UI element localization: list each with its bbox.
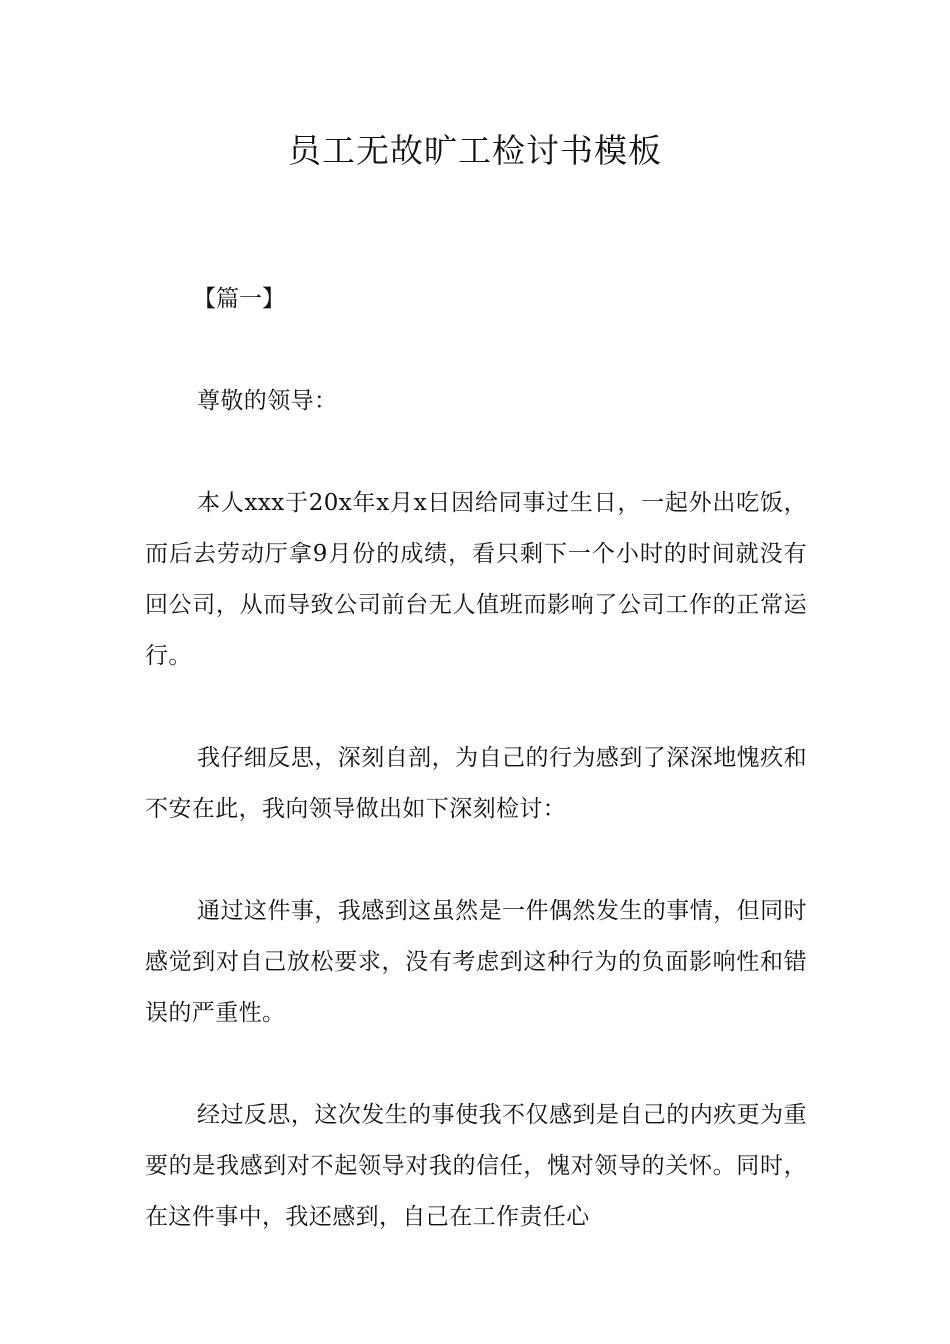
paragraph-1: 本人xxx于20x年x月x日因给同事过生日，一起外出吃饭，而后去劳动厅拿9月份的成绩，看只剩下一个小时的时间就没有回公司，从而导致公司前台无人值班而影响了公司工作的正常运行。 — [145, 490, 807, 669]
paragraph-spacer — [145, 682, 807, 733]
document-title: 员工无故旷工检讨书模板 — [288, 131, 662, 170]
paragraph-3: 通过这件事，我感到这虽然是一件偶然发生的事情，但同时感觉到对自己放松要求，没有考虑到这种行为的负面影响性和错误的严重性。 — [145, 898, 807, 1026]
greeting: 尊敬的领导： — [197, 388, 338, 414]
paragraph-spacer — [145, 835, 807, 886]
section-label: 【篇一】 — [193, 286, 285, 312]
paragraph-spacer — [145, 1039, 807, 1090]
paragraph-2: 我仔细反思，深刻自剖，为自己的行为感到了深深地愧疚和不安在此，我向领导做出如下深刻检讨： — [145, 745, 807, 822]
paragraph-4: 经过反思，这次发生的事使我不仅感到是自己的内疚更为重要的是我感到对不起领导对我的信任，愧对领导的关怀。同时，在这件事中，我还感到，自己在工作责任心 — [145, 1102, 807, 1230]
document-body — [145, 274, 807, 1243]
